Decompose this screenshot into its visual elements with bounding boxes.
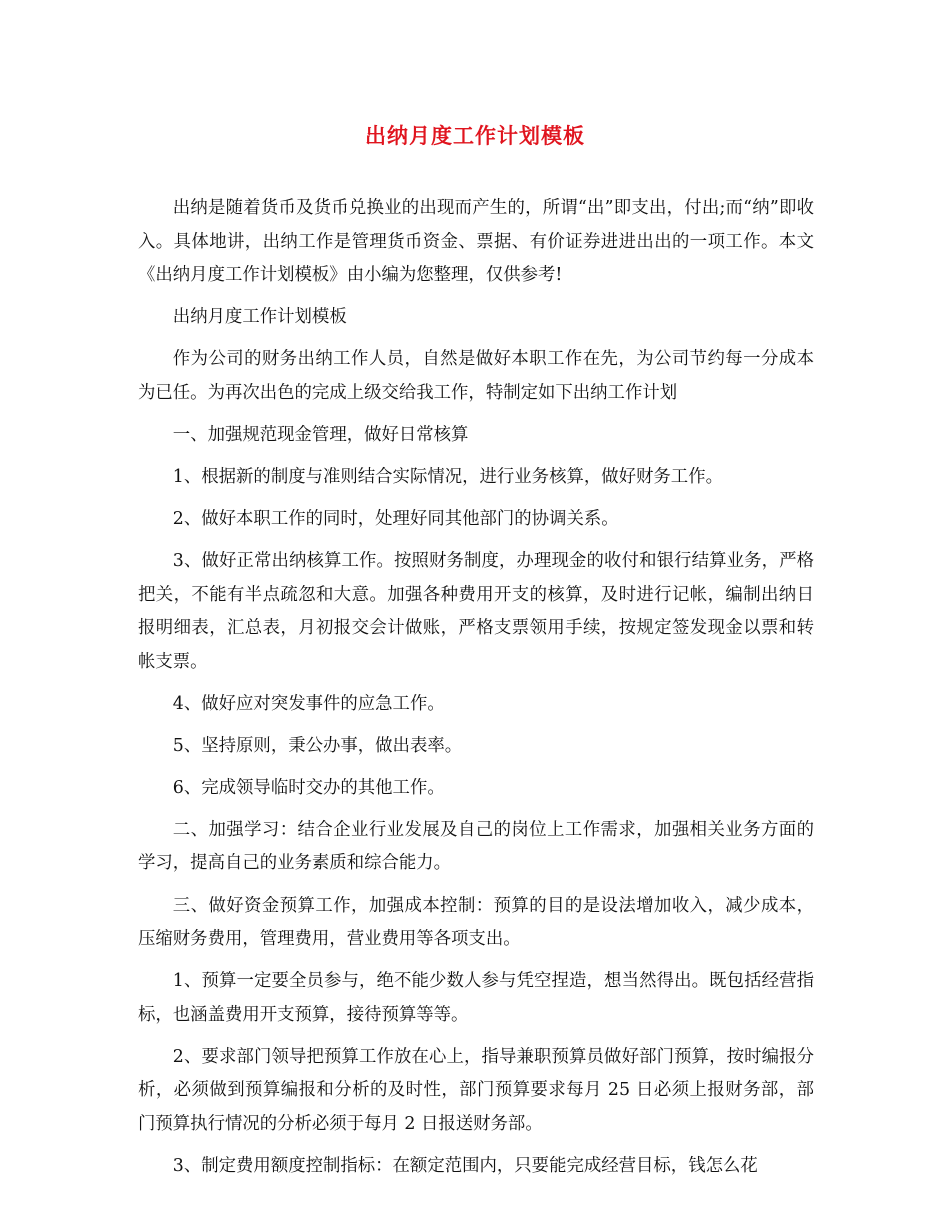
paragraph-intro: 出纳是随着货币及货币兑换业的出现而产生的，所谓“出”即支出，付出;而“纳”即收入。具体地讲，出纳工作是管理货币资金、票据、有价证券进进出出的一项工作。本文《出纳月度工作计划模板》由小编为您整理，仅供参考! (138, 198, 814, 285)
list-item: 1、根据新的制度与准则结合实际情况，进行业务核算，做好财务工作。 (172, 466, 723, 487)
document-title: 出纳月度工作计划模板 (365, 123, 585, 148)
paragraph-preamble: 作为公司的财务出纳工作人员，自然是做好本职工作在先，为公司节约每一分成本为已任。为再次出色的完成上级交给我工作，特制定如下出纳工作计划 (138, 349, 814, 403)
list-item: 6、完成领导临时交办的其他工作。 (172, 777, 445, 798)
section-heading-1: 一、加强规范现金管理，做好日常核算 (172, 424, 469, 445)
list-item: 4、做好应对突发事件的应急工作。 (172, 693, 445, 714)
list-item: 3、制定费用额度控制指标：在额定范围内，只要能完成经营目标，钱怎么花 (172, 1155, 758, 1176)
list-item: 5、坚持原则，秉公办事，做出表率。 (172, 735, 463, 756)
paragraph-subtitle: 出纳月度工作计划模板 (172, 307, 347, 328)
list-item: 2、要求部门领导把预算工作放在心上，指导兼职预算员做好部门预算，按时编报分析，必须做到预算编报和分析的及时性，部门预算要求每月 25 日必须上报财务部，部门预算执行情况的分析必须于每月 2 日报送财务部。 (138, 1046, 814, 1134)
list-item: 3、做好正常出纳核算工作。按照财务制度，办理现金的收付和银行结算业务，严格把关，不能有半点疏忽和大意。加强各种费用开支的核算，及时进行记帐，编制出纳日报明细表，汇总表，月初报交会计做账，严格支票领用手续，按规定签发现金以票和转帐支票。 (138, 551, 814, 672)
section-heading-3: 三、做好资金预算工作，加强成本控制：预算的目的是设法增加收入，减少成本，压缩财务费用，管理费用，营业费用等各项支出。 (138, 895, 814, 950)
list-item: 2、做好本职工作的同时，处理好同其他部门的协调关系。 (172, 508, 619, 529)
section-heading-2: 二、加强学习：结合企业行业发展及自己的岗位上工作需求，加强相关业务方面的学习，提高自己的业务素质和综合能力。 (138, 819, 814, 874)
document-body (138, 192, 814, 1192)
list-item: 1、预算一定要全员参与，绝不能少数人参与凭空捏造，想当然得出。既包括经营指标，也涵盖费用开支预算，接待预算等等。 (138, 971, 814, 1025)
